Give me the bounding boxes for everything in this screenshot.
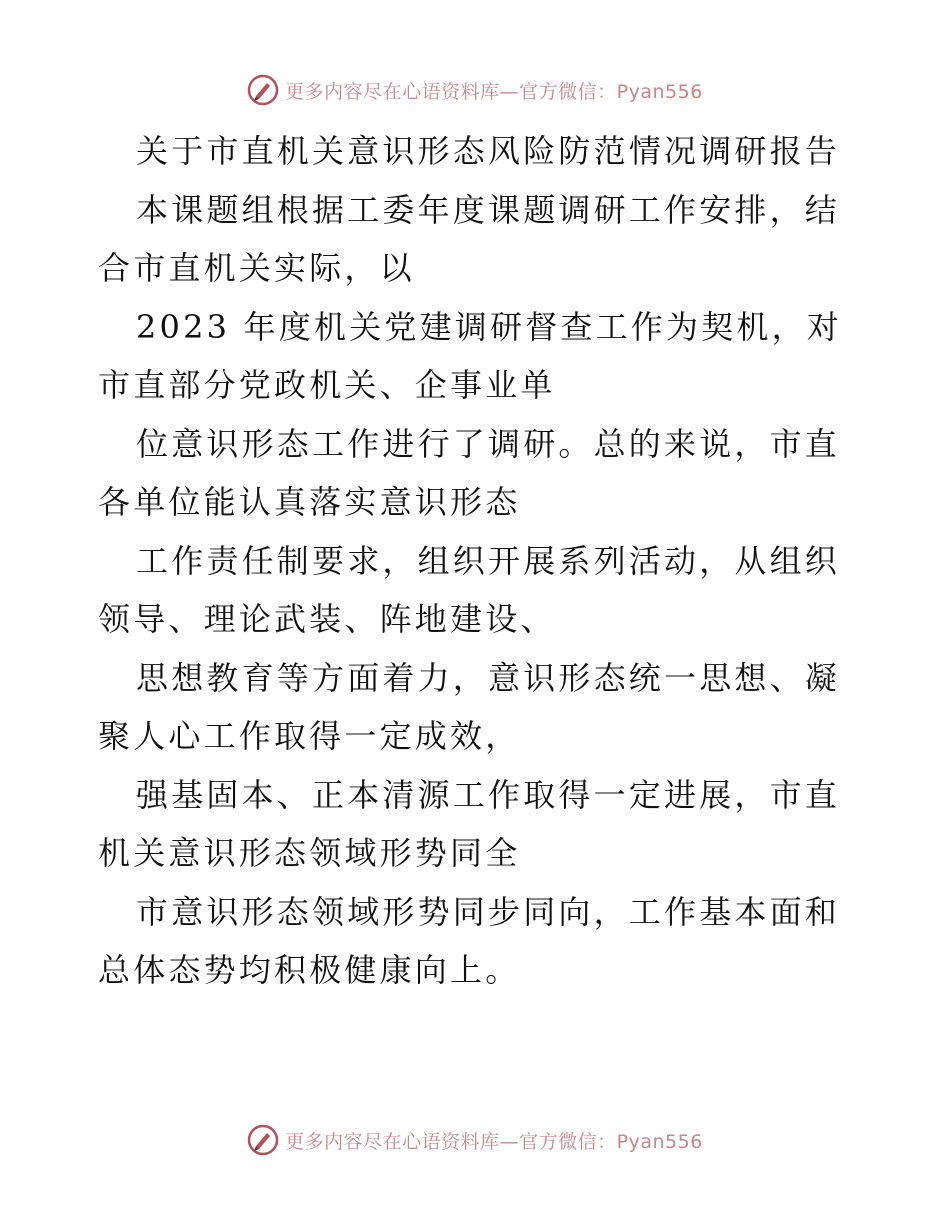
paragraph-6: 强基固本、正本清源工作取得一定进展，市直机关意识形态领域形势同全 [98,775,841,872]
paragraph-3: 位意识形态工作进行了调研。总的来说，市直各单位能认真落实意识形态 [98,424,841,521]
watermark-header [0,70,950,110]
paragraph-1: 本课题组根据工委年度课题调研工作安排，结合市直机关实际，以 [98,190,841,287]
watermark-logo-icon [247,74,279,106]
paragraph-5: 思想教育等方面着力，意识形态统一思想、凝聚人心工作取得一定成效， [98,658,841,755]
watermark-text: 更多内容尽在心语资料库—官方微信：Pyan556 [285,1130,703,1153]
document-title: 关于市直机关意识形态风险防范情况调研报告 [136,132,841,170]
paragraph-7: 市意识形态领域形势同步同向，工作基本面和总体态势均积极健康向上。 [98,892,841,989]
document-body [98,122,858,1000]
watermark-text: 更多内容尽在心语资料库—官方微信：Pyan556 [285,80,703,103]
watermark-footer [0,1120,950,1160]
paragraph-4: 工作责任制要求，组织开展系列活动，从组织领导、理论武装、阵地建设、 [98,541,841,638]
watermark-logo-icon [247,1124,279,1156]
paragraph-2: 2023 年度机关党建调研督查工作为契机，对市直部分党政机关、企事业单 [98,307,843,404]
